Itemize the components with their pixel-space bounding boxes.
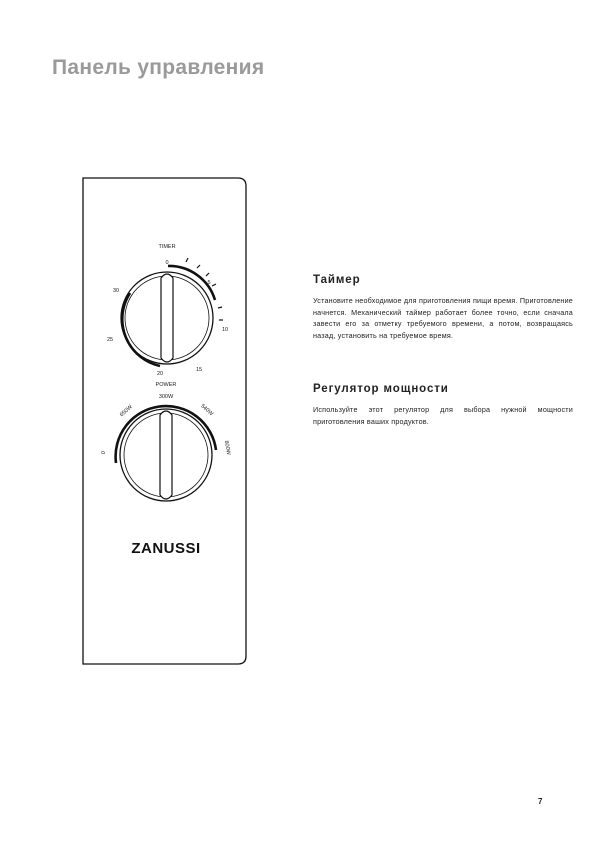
timer-section: [313, 274, 573, 341]
power-label-540w: 540W: [199, 403, 215, 418]
power-section: [313, 383, 573, 427]
timer-label-10: 10: [221, 327, 229, 333]
power-label-800w: 800W: [222, 440, 232, 456]
power-heading-text: Регулятор мощности: [313, 383, 449, 395]
power-heading: POWER: [155, 382, 177, 388]
power-label-650w: 650W: [118, 404, 134, 419]
page-number: 7: [538, 797, 543, 806]
timer-label-20: 20: [156, 371, 164, 377]
power-label-off: 0: [100, 450, 108, 455]
timer-label-15: 15: [195, 367, 203, 373]
power-description: Используйте этот регулятор для выбора нужной мощности приготовления ваших продуктов.: [313, 405, 573, 426]
timer-label-5: 5: [207, 280, 211, 286]
timer-label-25: 25: [106, 337, 114, 343]
power-knob-grip: [160, 411, 172, 499]
timer-heading: TIMER: [158, 244, 176, 250]
page-title: Панель управления: [52, 56, 265, 79]
timer-heading-text: Таймер: [313, 274, 361, 286]
timer-description: Установите необходимое для приготовления пищи время. Приготовление начнется. Механический таймер работает более точно, если сначала завести его за отметку требуемого времени, а потом, возвращаясь назад, установить на требуемое время.: [313, 296, 573, 340]
zanussi-logo: ZANUSSI: [131, 540, 201, 557]
timer-label-0: 0: [165, 260, 169, 266]
power-label-300w: 300W: [158, 394, 174, 400]
timer-knob-grip: [161, 274, 173, 362]
timer-label-30: 30: [112, 288, 120, 294]
